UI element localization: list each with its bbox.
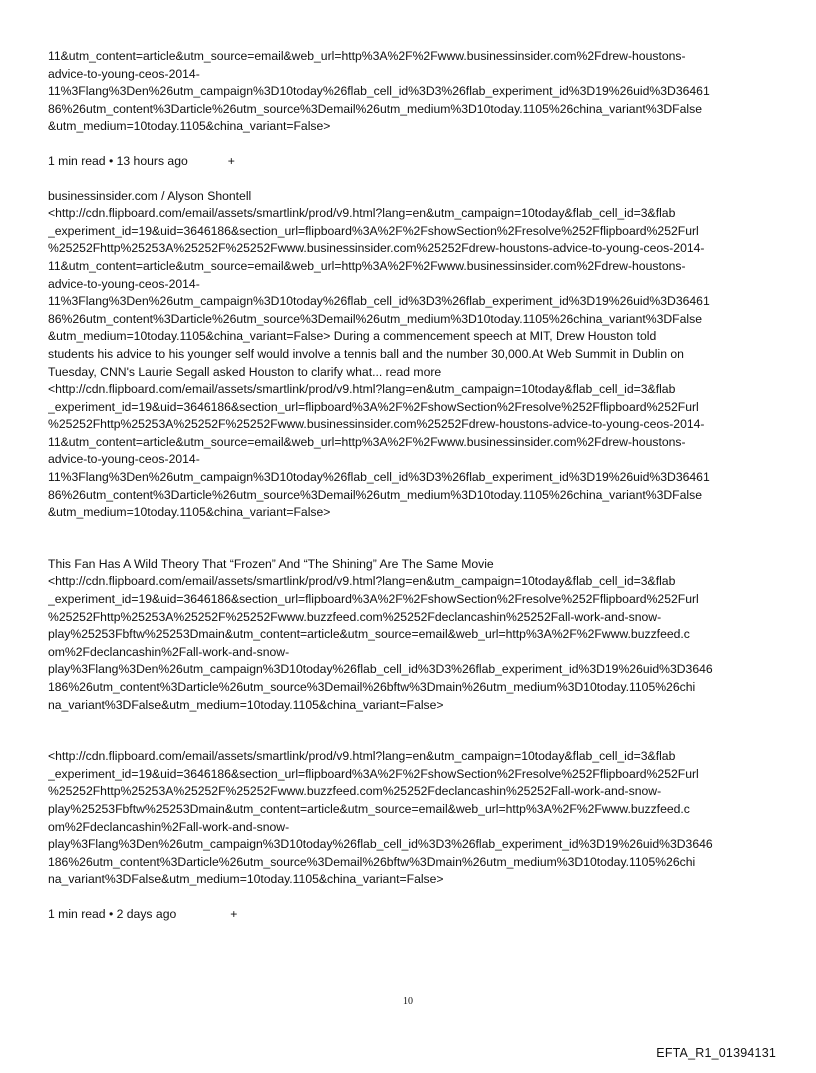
text-line: %25252Fhttp%25253A%25252F%25252Fwww.buzzfeed.com%25252Fdeclancashin%25252Fall-work-and-snow- [48,784,662,799]
email-body [48,48,772,924]
text-line: om%2Fdeclancashin%2Fall-work-and-snow- [48,819,290,834]
text-line: play%3Flang%3Den%26utm_campaign%3D10today%26flab_cell_id%3D3%26flab_experiment_id%3D19%26uid%3D3646 [48,837,713,852]
text-line: 86%26utm_content%3Darticle%26utm_source%3Demail%26utm_medium%3D10today.1105%26china_variant%3DFalse [48,487,702,502]
text-line: advice-to-young-ceos-2014- [48,66,200,81]
text-line: advice-to-young-ceos-2014- [48,276,200,291]
text-line: play%3Flang%3Den%26utm_campaign%3D10today%26flab_cell_id%3D3%26flab_experiment_id%3D19%26uid%3D3646 [48,662,713,677]
text-line: <http://cdn.flipboard.com/email/assets/smartlink/prod/v9.html?lang=en&utm_campaign=10today&flab_cell_id=3&flab [48,206,676,221]
text-line: om%2Fdeclancashin%2Fall-work-and-snow- [48,644,290,659]
text-line: businessinsider.com / Alyson Shontell [48,188,252,203]
text-line: %25252Fhttp%25253A%25252F%25252Fwww.businessinsider.com%25252Fdrew-houstons-advice-to-young-ceos-2014- [48,241,705,256]
text-line: 86%26utm_content%3Darticle%26utm_source%3Demail%26utm_medium%3D10today.1105%26china_variant%3DFalse [48,311,702,326]
text-line: 11&utm_content=article&utm_source=email&web_url=http%3A%2F%2Fwww.businessinsider.com%2Fdrew-houstons- [48,258,686,273]
text-line: _experiment_id=19&uid=3646186&section_url=flipboard%3A%2F%2FshowSection%2Fresolve%252Fflipboard%252Furl [48,399,699,414]
text-line: &utm_medium=10today.1105&china_variant=False> [48,505,331,520]
text-line: 11&utm_content=article&utm_source=email&web_url=http%3A%2F%2Fwww.businessinsider.com%2Fdrew-houstons- [48,49,686,63]
text-line: 11&utm_content=article&utm_source=email&web_url=http%3A%2F%2Fwww.businessinsider.com%2Fdrew-houstons- [48,434,686,449]
text-line: advice-to-young-ceos-2014- [48,452,200,467]
text-line: This Fan Has A Wild Theory That “Frozen” And “The Shining” Are The Same Movie [48,556,494,571]
text-line: na_variant%3DFalse&utm_medium=10today.1105&china_variant=False> [48,697,444,712]
plus-icon[interactable]: + [230,906,238,921]
text-line: 11%3Flang%3Den%26utm_campaign%3D10today%26flab_cell_id%3D3%26flab_experiment_id%3D19%26uid%3D36461 [48,470,710,485]
text-line: &utm_medium=10today.1105&china_variant=False> [48,119,331,134]
text-line: _experiment_id=19&uid=3646186&section_url=flipboard%3A%2F%2FshowSection%2Fresolve%252Fflipboard%252Furl [48,223,699,238]
text-line: %25252Fhttp%25253A%25252F%25252Fwww.businessinsider.com%25252Fdrew-houstons-advice-to-young-ceos-2014- [48,417,705,432]
text-line: %25252Fhttp%25253A%25252F%25252Fwww.buzzfeed.com%25252Fdeclancashin%25252Fall-work-and-snow- [48,609,662,624]
read-time-text: 1 min read • 2 days ago [48,906,177,921]
text-line: 86%26utm_content%3Darticle%26utm_source%3Demail%26utm_medium%3D10today.1105%26china_variant%3DFalse [48,101,702,116]
article-block-frozen[interactable] [48,556,772,714]
text-line: <http://cdn.flipboard.com/email/assets/smartlink/prod/v9.html?lang=en&utm_campaign=10today&flab_cell_id=3&flab [48,382,676,397]
read-time-text: 1 min read • 13 hours ago [48,153,188,168]
text-line: <http://cdn.flipboard.com/email/assets/smartlink/prod/v9.html?lang=en&utm_campaign=10today&flab_cell_id=3&flab [48,574,676,589]
plus-icon[interactable]: + [227,153,235,168]
text-line: play%25253Fbftw%25253Dmain&utm_content=article&utm_source=email&web_url=http%3A%2F%2Fwww.buzzfeed.c [48,627,690,642]
text-line: students his advice to his younger self would involve a tennis ball and the number 30,000.At Web Summit in Dublin on [48,346,684,361]
text-line: 186%26utm_content%3Darticle%26utm_source%3Demail%26bftw%3Dmain%26utm_medium%3D10today.1105%26chi [48,854,696,869]
read-time-meta-1 [48,153,772,171]
read-time-meta-2 [48,906,772,924]
text-line: <http://cdn.flipboard.com/email/assets/smartlink/prod/v9.html?lang=en&utm_campaign=10today&flab_cell_id=3&flab [48,749,676,764]
text-line: _experiment_id=19&uid=3646186&section_url=flipboard%3A%2F%2FshowSection%2Fresolve%252Fflipboard%252Furl [48,592,699,607]
page-number: 10 [403,996,413,1007]
text-line: 186%26utm_content%3Darticle%26utm_source%3Demail%26bftw%3Dmain%26utm_medium%3D10today.1105%26chi [48,680,696,694]
bates-number: EFTA_R1_01394131 [656,1046,776,1060]
text-line: &utm_medium=10today.1105&china_variant=False> During a commencement speech at MIT, Drew Houston told [48,329,657,344]
link-block-frozen[interactable] [48,748,772,889]
text-line: na_variant%3DFalse&utm_medium=10today.1105&china_variant=False> [48,872,444,887]
text-line: _experiment_id=19&uid=3646186&section_url=flipboard%3A%2F%2FshowSection%2Fresolve%252Fflipboard%252Furl [48,766,699,781]
text-line: 11%3Flang%3Den%26utm_campaign%3D10today%26flab_cell_id%3D3%26flab_experiment_id%3D19%26uid%3D36461 [48,84,710,99]
article-block-houston[interactable] [48,188,772,522]
text-line: Tuesday, CNN's Laurie Segall asked Houston to clarify what... read more [48,364,442,379]
text-line: 11%3Flang%3Den%26utm_campaign%3D10today%26flab_cell_id%3D3%26flab_experiment_id%3D19%26uid%3D36461 [48,294,710,309]
text-line: play%25253Fbftw%25253Dmain&utm_content=article&utm_source=email&web_url=http%3A%2F%2Fwww.buzzfeed.c [48,801,690,816]
link-block-1[interactable] [48,48,772,136]
